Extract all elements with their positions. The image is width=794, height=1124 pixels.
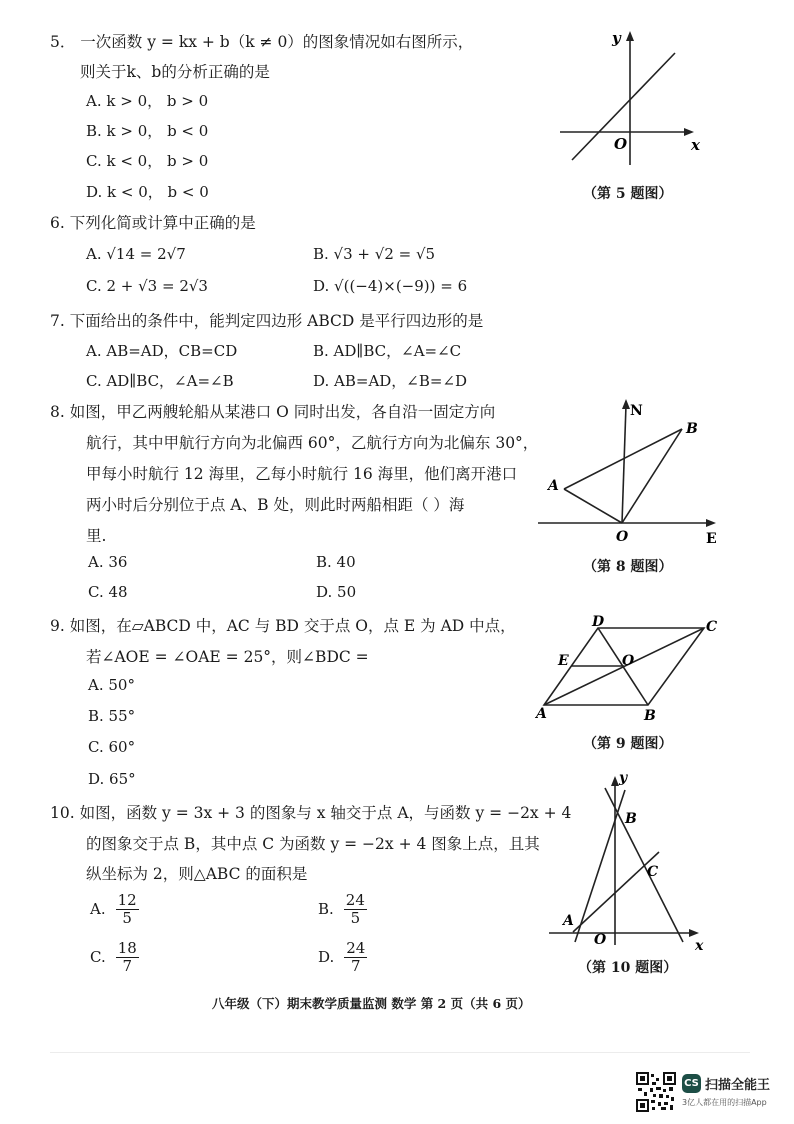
q8-stem-line5: 里. — [86, 527, 107, 545]
q10-option-b-letter: B. — [318, 899, 334, 918]
q8-label-n: N — [630, 403, 643, 419]
q10-option-b-num: 24 — [345, 891, 365, 909]
q6-option-d: D. √((−4)×(−9)) = 6 — [313, 277, 468, 295]
q6-option-b: B. √3 + √2 = √5 — [313, 245, 436, 263]
q6-option-c: C. 2 + √3 = 2√3 — [86, 277, 208, 295]
q10-option-a — [90, 892, 139, 928]
q8-option-c: C. 48 — [88, 583, 128, 601]
q9-label-o: O — [622, 653, 635, 669]
q10-label-o: O — [594, 932, 607, 948]
q10-label-b: B — [625, 811, 637, 827]
q9-stem-line2: 若∠AOE = ∠OAE = 25°，则∠BDC = — [86, 648, 369, 666]
q8-stem-line2: 航行，其中甲航行方向为北偏西 60°，乙航行方向为北偏东 30°， — [86, 434, 539, 452]
q10-option-d-den: 7 — [351, 957, 361, 976]
q10-option-b-den: 5 — [350, 909, 361, 928]
q7-option-d: D. AB=AD，∠B=∠D — [313, 372, 468, 390]
q10-option-a-den: 5 — [122, 909, 132, 928]
q9-option-b: B. 55° — [88, 707, 136, 725]
q5-option-c: C. k < 0， b > 0 — [86, 152, 209, 170]
q10-label-y: y — [619, 770, 628, 786]
q9-figure — [530, 610, 730, 725]
q5-stem-line2: 则关于k、b的分析正确的是 — [80, 63, 270, 81]
q5-figure — [550, 25, 720, 175]
page-divider — [50, 1052, 750, 1053]
q10-option-d-num: 24 — [346, 939, 366, 957]
q8-option-a: A. 36 — [88, 553, 128, 571]
scanner-app-title: 扫描全能王 — [705, 1078, 771, 1093]
q8-label-o: O — [616, 529, 629, 545]
q10-stem-line2: 的图象交于点 B，其中点 C 为函数 y = −2x + 4 图象上点，且其 — [86, 835, 540, 853]
q10-option-c-letter: C. — [90, 947, 106, 966]
q9-option-a: A. 50° — [88, 676, 135, 694]
qr-code-icon — [636, 1072, 676, 1112]
q5-option-d: D. k < 0， b < 0 — [86, 183, 209, 201]
q10-option-d-letter: D. — [318, 947, 335, 966]
q8-option-b: B. 40 — [316, 553, 356, 571]
q10-label-x: x — [695, 938, 704, 950]
q6-stem: 6. 下列化简或计算中正确的是 — [50, 214, 256, 232]
q8-stem-line4: 两小时后分别位于点 A、B 处，则此时两船相距（ ）海 — [86, 496, 465, 514]
q10-option-b — [318, 892, 367, 928]
q10-figure — [545, 770, 715, 950]
q5-option-b: B. k > 0， b < 0 — [86, 122, 209, 140]
q10-caption: （第 10 题图） — [578, 960, 678, 976]
q5-option-a: A. k > 0， b > 0 — [86, 92, 209, 110]
q8-stem-line1: 8. 如图，甲乙两艘轮船从某港口 O 同时出发，各自沿一固定方向 — [50, 403, 496, 421]
q5-label-x: x — [691, 136, 700, 154]
q5-label-y: y — [612, 29, 621, 47]
q5-caption: （第 5 题图） — [583, 186, 673, 202]
q10-option-d — [318, 940, 367, 976]
cs-logo-badge: CS — [682, 1074, 701, 1093]
q8-label-a: A — [548, 478, 559, 494]
q6-option-a: A. √14 = 2√7 — [86, 245, 186, 263]
q10-label-a: A — [563, 913, 574, 929]
q10-option-b-fraction — [344, 892, 367, 928]
scanner-app-subtitle: 3亿人都在用的扫描App — [682, 1098, 767, 1107]
q5-label-o: O — [614, 135, 628, 153]
q9-stem-line1: 9. 如图，在▱ABCD 中，AC 与 BD 交于点 O，点 E 为 AD 中点， — [50, 617, 516, 635]
q9-option-d: D. 65° — [88, 770, 136, 788]
q10-option-a-num: 12 — [117, 891, 137, 909]
q7-stem: 7. 下面给出的条件中，能判定四边形 ABCD 是平行四边形的是 — [50, 312, 484, 330]
page-footer: 八年级（下）期末教学质量监测 数学 第 2 页（共 6 页） — [212, 996, 531, 1011]
q8-option-d: D. 50 — [316, 583, 357, 601]
q7-option-b: B. AD∥BC，∠A=∠C — [313, 342, 462, 360]
q8-figure — [530, 395, 730, 550]
q10-option-c — [90, 940, 139, 976]
q10-option-d-fraction — [344, 940, 367, 976]
q9-caption: （第 9 题图） — [583, 736, 673, 752]
q10-label-c: C — [647, 864, 659, 880]
q9-label-d: D — [592, 614, 605, 630]
q10-option-c-num: 18 — [117, 939, 137, 957]
q10-stem-line1: 10. 如图，函数 y = 3x + 3 的图象与 x 轴交于点 A，与函数 y = −2x + 4 — [50, 804, 572, 822]
q8-label-e: E — [706, 531, 717, 547]
q10-stem-line3: 纵坐标为 2，则△ABC 的面积是 — [86, 865, 308, 883]
q9-label-e: E — [558, 653, 569, 669]
q7-option-a: A. AB=AD，CB=CD — [86, 342, 238, 360]
q9-option-c: C. 60° — [88, 738, 136, 756]
q10-option-a-letter: A. — [90, 899, 106, 918]
q8-stem-line3: 甲每小时航行 12 海里，乙每小时航行 16 海里，他们离开港口 — [86, 465, 518, 483]
q5-stem-line1: 5． 一次函数 y = kx + b（k ≠ 0）的图象情况如右图所示， — [50, 33, 474, 51]
q9-label-a: A — [536, 706, 547, 722]
q10-option-a-fraction — [116, 892, 139, 928]
q8-label-b: B — [686, 421, 698, 437]
q9-label-c: C — [706, 619, 718, 635]
q8-caption: （第 8 题图） — [583, 559, 673, 575]
q9-label-b: B — [644, 708, 656, 724]
q10-option-c-fraction — [116, 940, 139, 976]
q10-option-c-den: 7 — [122, 957, 133, 976]
q7-option-c: C. AD∥BC，∠A=∠B — [86, 372, 234, 390]
